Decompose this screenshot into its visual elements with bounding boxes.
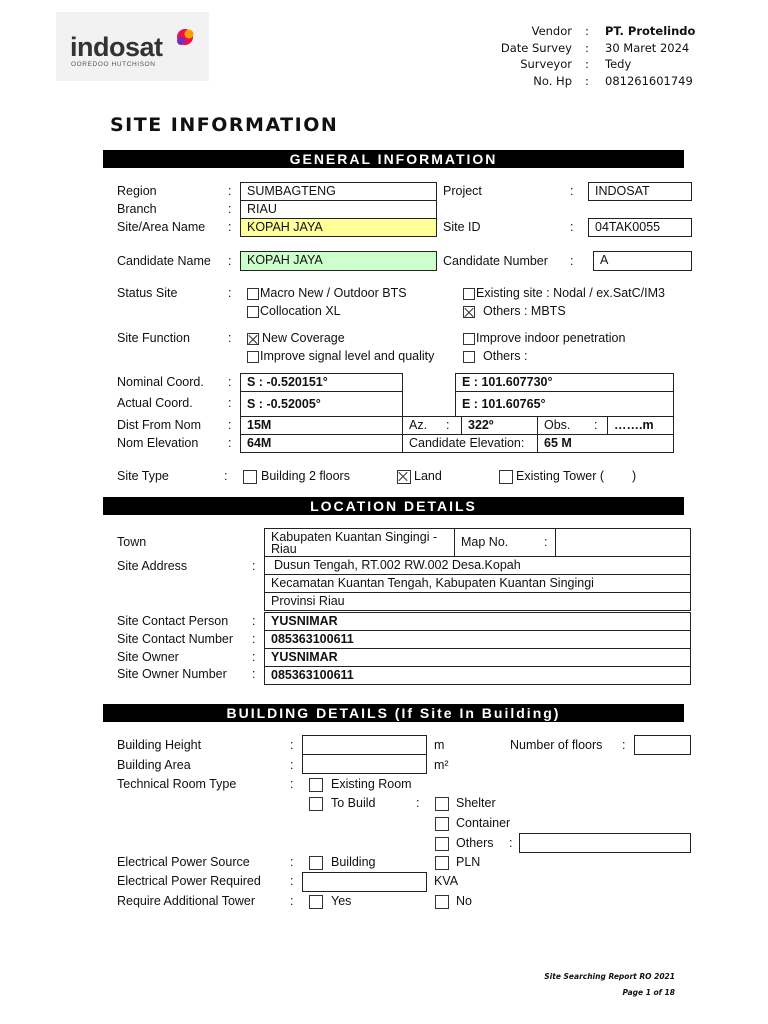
town-label: Town xyxy=(117,535,147,549)
logo-brand: indosat xyxy=(70,32,163,62)
colon: : xyxy=(290,855,294,869)
obs-label: Obs. xyxy=(537,416,608,435)
building-area-unit: m² xyxy=(434,758,449,772)
land-checkbox[interactable] xyxy=(397,470,411,484)
others-checkbox[interactable] xyxy=(435,837,449,851)
surveyor-value: Tedy xyxy=(605,57,632,71)
footer-report: Site Searching Report RO 2021 xyxy=(544,972,675,981)
to-build-checkbox[interactable] xyxy=(309,797,323,811)
az-field[interactable]: 322º xyxy=(461,416,538,435)
existing-tower-label: Existing Tower ( xyxy=(516,469,604,483)
location-details-bar: LOCATION DETAILS xyxy=(103,497,684,515)
colon: : xyxy=(509,836,513,850)
site-owner-label: Site Owner xyxy=(117,650,179,664)
new-coverage-label: New Coverage xyxy=(262,331,345,345)
colon: : xyxy=(228,184,232,198)
power-required-field[interactable] xyxy=(302,872,427,892)
colon: : xyxy=(585,74,589,88)
site-id-field[interactable]: 04TAK0055 xyxy=(588,218,692,237)
nom-elevation-field[interactable]: 64M xyxy=(240,434,403,453)
colon: : xyxy=(585,24,589,38)
require-additional-tower-label: Require Additional Tower xyxy=(117,894,256,908)
site-contact-person-field[interactable]: YUSNIMAR xyxy=(264,612,691,631)
dist-from-nom-label: Dist From Nom xyxy=(117,418,202,432)
power-required-unit: KVA xyxy=(434,874,459,888)
page-title: SITE INFORMATION xyxy=(110,114,339,136)
colon: : xyxy=(252,667,256,681)
candidate-elevation-field[interactable]: 65 M xyxy=(537,434,674,453)
address-line3[interactable]: Provinsi Riau xyxy=(264,592,691,611)
to-build-label: To Build xyxy=(331,796,376,810)
building-height-field[interactable] xyxy=(302,735,427,755)
status-site-label: Status Site xyxy=(117,286,178,300)
building-height-unit: m xyxy=(434,738,445,752)
site-contact-number-field[interactable]: 085363100611 xyxy=(264,630,691,649)
site-owner-number-label: Site Owner Number xyxy=(117,667,227,681)
colon: : xyxy=(252,632,256,646)
actual-e-field[interactable]: E : 101.60765° xyxy=(455,391,674,417)
nominal-coord-label: Nominal Coord. xyxy=(117,375,204,389)
date-survey-value: 30 Maret 2024 xyxy=(605,41,690,55)
surveyor-label: Surveyor xyxy=(520,57,572,71)
building-floors-label: Building 2 floors xyxy=(261,469,350,483)
address-line2[interactable]: Kecamatan Kuantan Tengah, Kabupaten Kuantan Singingi xyxy=(264,574,691,593)
building-area-field[interactable] xyxy=(302,754,427,774)
colon: : xyxy=(290,758,294,772)
power-building-checkbox[interactable] xyxy=(309,856,323,870)
improve-signal-label: Improve signal level and quality xyxy=(260,349,435,363)
colon: : xyxy=(228,254,232,268)
project-label: Project xyxy=(443,184,482,198)
candidate-elevation-label: Candidate Elevation: xyxy=(402,434,538,453)
tower-yes-checkbox[interactable] xyxy=(309,895,323,909)
address-line1[interactable]: Dusun Tengah, RT.002 RW.002 Desa.Kopah xyxy=(264,556,691,575)
colon: : xyxy=(570,184,574,198)
number-of-floors-field[interactable] xyxy=(634,735,691,755)
colon: : xyxy=(622,738,626,752)
site-contact-number-label: Site Contact Number xyxy=(117,632,234,646)
candidate-number-field[interactable]: A xyxy=(593,251,692,271)
existing-site-label: Existing site : Nodal / ex.SatC/IM3 xyxy=(476,286,665,300)
improve-signal-checkbox[interactable] xyxy=(247,351,259,363)
region-field[interactable]: SUMBAGTENG xyxy=(240,182,437,201)
town-line2: Riau xyxy=(271,542,297,556)
building-details-bar: BUILDING DETAILS (If Site In Building) xyxy=(103,704,684,722)
tower-no-checkbox[interactable] xyxy=(435,895,449,909)
existing-tower-checkbox[interactable] xyxy=(499,470,513,484)
power-pln-checkbox[interactable] xyxy=(435,856,449,870)
others-label: Others xyxy=(456,836,494,850)
site-area-field[interactable]: KOPAH JAYA xyxy=(240,218,437,237)
colon: : xyxy=(290,738,294,752)
shelter-checkbox[interactable] xyxy=(435,797,449,811)
existing-room-label: Existing Room xyxy=(331,777,412,791)
macro-new-label: Macro New / Outdoor BTS xyxy=(260,286,407,300)
actual-coord-label: Actual Coord. xyxy=(117,396,193,410)
colon: : xyxy=(290,777,294,791)
colon: : xyxy=(570,254,574,268)
colon: : xyxy=(228,396,232,410)
nom-elevation-label: Nom Elevation xyxy=(117,436,199,450)
logo xyxy=(56,12,209,81)
container-checkbox[interactable] xyxy=(435,817,449,831)
existing-site-checkbox[interactable] xyxy=(463,288,475,300)
site-type-label: Site Type xyxy=(117,469,169,483)
actual-s-field[interactable]: S : -0.52005° xyxy=(240,391,403,417)
phone-label: No. Hp xyxy=(533,74,572,88)
existing-tower-close: ) xyxy=(632,469,637,483)
number-of-floors-label: Number of floors xyxy=(510,738,603,752)
dist-field[interactable]: 15M xyxy=(240,416,403,435)
town-line1: Kabupaten Kuantan Singingi - xyxy=(271,530,438,544)
colon: : xyxy=(228,331,232,345)
branch-field[interactable]: RIAU xyxy=(240,200,437,219)
site-id-label: Site ID xyxy=(443,220,481,234)
colon: : xyxy=(228,418,232,432)
colon: : xyxy=(544,535,548,549)
colon: : xyxy=(594,418,598,432)
building-area-label: Building Area xyxy=(117,758,191,772)
others-field[interactable] xyxy=(519,833,691,853)
map-no-field[interactable] xyxy=(555,528,691,557)
footer-page: Page 1 of 18 xyxy=(622,988,675,997)
site-contact-person-label: Site Contact Person xyxy=(117,614,229,628)
shelter-label: Shelter xyxy=(456,796,496,810)
candidate-name-field[interactable]: KOPAH JAYA xyxy=(240,251,437,271)
colon: : xyxy=(228,436,232,450)
site-owner-number-field[interactable]: 085363100611 xyxy=(264,666,691,685)
macro-new-checkbox[interactable] xyxy=(247,288,259,300)
region-label: Region xyxy=(117,184,157,198)
colon: : xyxy=(290,874,294,888)
function-others-checkbox[interactable] xyxy=(463,351,475,363)
colon: : xyxy=(224,469,228,483)
colon: : xyxy=(570,220,574,234)
colon: : xyxy=(585,57,589,71)
container-label: Container xyxy=(456,816,511,830)
existing-room-checkbox[interactable] xyxy=(309,778,323,792)
others-mbts-label: Others : MBTS xyxy=(483,304,566,318)
general-information-bar: GENERAL INFORMATION xyxy=(103,150,684,168)
vendor-value: PT. Protelindo xyxy=(605,24,696,38)
colon: : xyxy=(252,559,256,573)
electrical-power-required-label: Electrical Power Required xyxy=(117,874,261,888)
tower-no-label: No xyxy=(456,894,472,908)
colon: : xyxy=(585,41,589,55)
vendor-label: Vendor xyxy=(531,24,572,38)
colon: : xyxy=(446,418,450,432)
logo-mark-icon xyxy=(174,28,194,48)
colon: : xyxy=(290,894,294,908)
nominal-e-field[interactable]: E : 101.607730° xyxy=(455,373,674,392)
land-label: Land xyxy=(414,469,442,483)
candidate-number-label: Candidate Number xyxy=(443,254,548,268)
colon: : xyxy=(228,375,232,389)
site-owner-field[interactable]: YUSNIMAR xyxy=(264,648,691,667)
site-function-label: Site Function xyxy=(117,331,190,345)
town-field[interactable] xyxy=(264,528,455,557)
others-mbts-checkbox[interactable] xyxy=(463,306,475,318)
obs-field[interactable]: …….m xyxy=(607,416,674,435)
improve-indoor-checkbox[interactable] xyxy=(463,333,475,345)
map-no-label: Map No. xyxy=(454,528,556,557)
branch-label: Branch xyxy=(117,202,157,216)
logo-sub: OOREDOO HUTCHISON xyxy=(71,61,156,68)
colon: : xyxy=(228,286,232,300)
phone-value: 081261601749 xyxy=(605,74,693,88)
colon: : xyxy=(228,220,232,234)
site-area-label: Site/Area Name xyxy=(117,220,206,234)
colon: : xyxy=(416,796,420,810)
az-label: Az. xyxy=(402,416,462,435)
technical-room-type-label: Technical Room Type xyxy=(117,777,237,791)
new-coverage-checkbox[interactable] xyxy=(247,333,259,345)
site-address-label: Site Address xyxy=(117,559,188,573)
date-survey-label: Date Survey xyxy=(500,41,572,55)
colon: : xyxy=(252,614,256,628)
improve-indoor-label: Improve indoor penetration xyxy=(476,331,626,345)
project-field[interactable]: INDOSAT xyxy=(588,182,692,201)
electrical-power-source-label: Electrical Power Source xyxy=(117,855,250,869)
power-building-label: Building xyxy=(331,855,376,869)
collocation-xl-checkbox[interactable] xyxy=(247,306,259,318)
building-floors-checkbox[interactable] xyxy=(243,470,257,484)
function-others-label: Others : xyxy=(483,349,528,363)
colon: : xyxy=(252,650,256,664)
collocation-xl-label: Collocation XL xyxy=(260,304,341,318)
nominal-s-field[interactable]: S : -0.520151° xyxy=(240,373,403,392)
candidate-name-label: Candidate Name xyxy=(117,254,211,268)
tower-yes-label: Yes xyxy=(331,894,352,908)
power-pln-label: PLN xyxy=(456,855,481,869)
building-height-label: Building Height xyxy=(117,738,202,752)
colon: : xyxy=(228,202,232,216)
